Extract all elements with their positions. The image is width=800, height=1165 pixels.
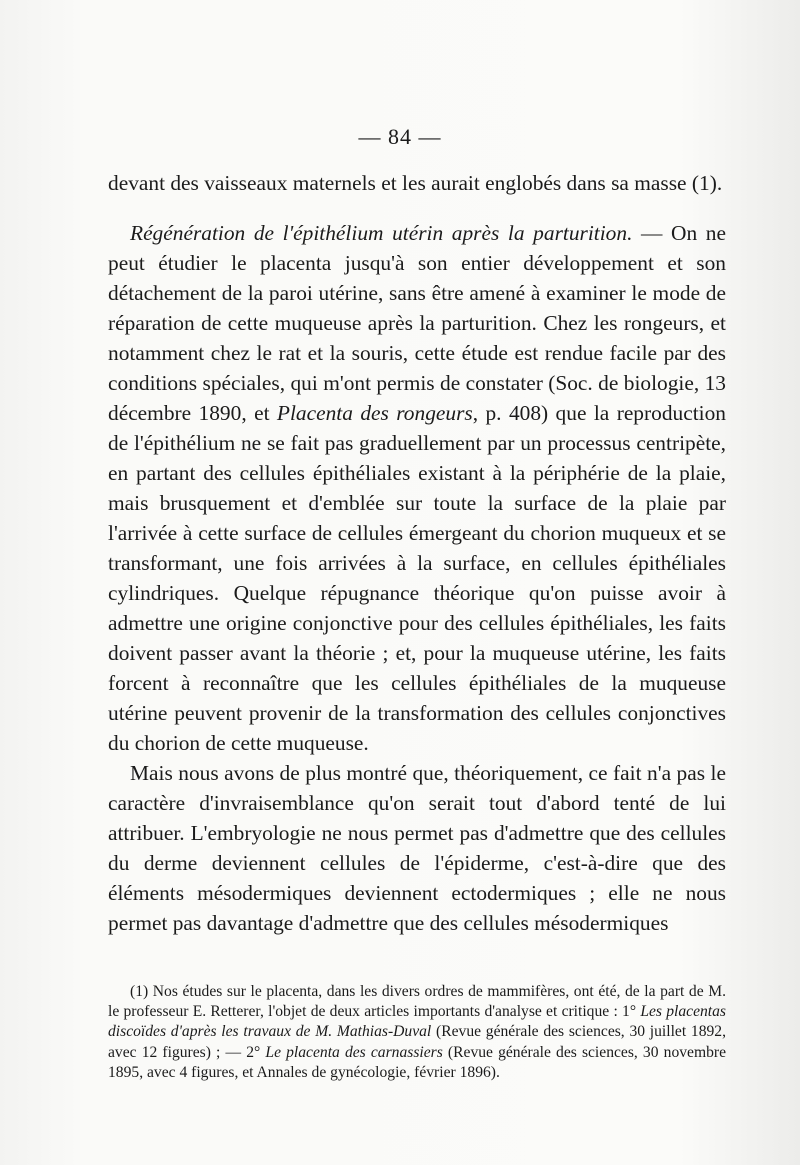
work-title: Le placenta des carnassiers — [265, 1043, 443, 1061]
paragraph-regeneration — [108, 218, 726, 758]
footnote-part: (1) Nos études sur le placenta, dans les divers ordres de mammifères, ont été, de la part de M. le professeur E. Retterer, l'objet de deux articles importants d'analyse et critique : 1° — [108, 983, 726, 1021]
page-number: — 84 — — [358, 124, 442, 149]
paragraph-text: devant des vaisseaux maternels et les aurait englobés dans sa masse (1). — [108, 171, 723, 195]
section-title: Régénération de l'épithélium utérin après la parturition. — [130, 221, 633, 245]
paragraph-continuation — [108, 168, 726, 198]
footnote-part: (Revue générale des sciences, 30 juillet 1892, avec 12 figures) ; — 2° — [108, 1023, 726, 1061]
paragraph-text: — On ne peut étudier le placenta jusqu'à son entier développement et son détachement de la paroi utérine, sans être amené à examiner le mode de réparation de cette muqueuse après la parturition. Chez les rongeurs, et notamment chez le rat et la souris, cette étude est rendue facile par des conditions spéciales, qui m'ont permis de constater (Soc. de biologie, 13 décembre 1890, et — [108, 221, 726, 425]
footnote-part: (Revue générale des sciences, 30 novembre 1895, avec 4 figures, et Annales de gynécologie, février 1896). — [108, 1043, 727, 1081]
footnote-text — [108, 982, 726, 1083]
paragraph-text: , p. 408) que la reproduction de l'épithélium ne se fait pas graduellement par un processus centripète, en partant des cellules épithéliales existant à la périphérie de la plaie, mais brusquement et d'emblée sur toute la surface de la plaie par l'arrivée à cette surface de cellules émergeant du chorion muqueux et se transformant, une fois arrivées à la surface, en cellules épithéliales cylindriques. Quelque répugnance théorique qu'on puisse avoir à admettre une origine conjonctive pour des cellules épithéliales, les faits doivent passer avant la théorie ; et, pour la muqueuse utérine, les faits forcent à reconnaître que les cellules épithéliales de la muqueuse utérine peuvent provenir de la transformation des cellules conjonctives du chorion de cette muqueuse. — [108, 401, 726, 755]
paragraph-text: Mais nous avons de plus montré que, théoriquement, ce fait n'a pas le caractère d'invraisemblance qu'on serait tout d'abord tenté de lui attribuer. L'embryologie ne nous permet pas d'admettre que des cellules du derme deviennent cellules de l'épiderme, c'est-à-dire que des éléments mésodermiques deviennent ectodermiques ; elle ne nous permet pas davantage d'admettre que des cellules mésodermiques — [108, 761, 726, 935]
footnote — [108, 982, 726, 1083]
body-text — [108, 168, 726, 938]
work-title: Les placentas discoïdes d'après les travaux de M. Mathias-Duval — [108, 1003, 726, 1041]
work-title: Placenta des rongeurs — [276, 401, 473, 425]
paragraph-theory — [108, 758, 726, 938]
